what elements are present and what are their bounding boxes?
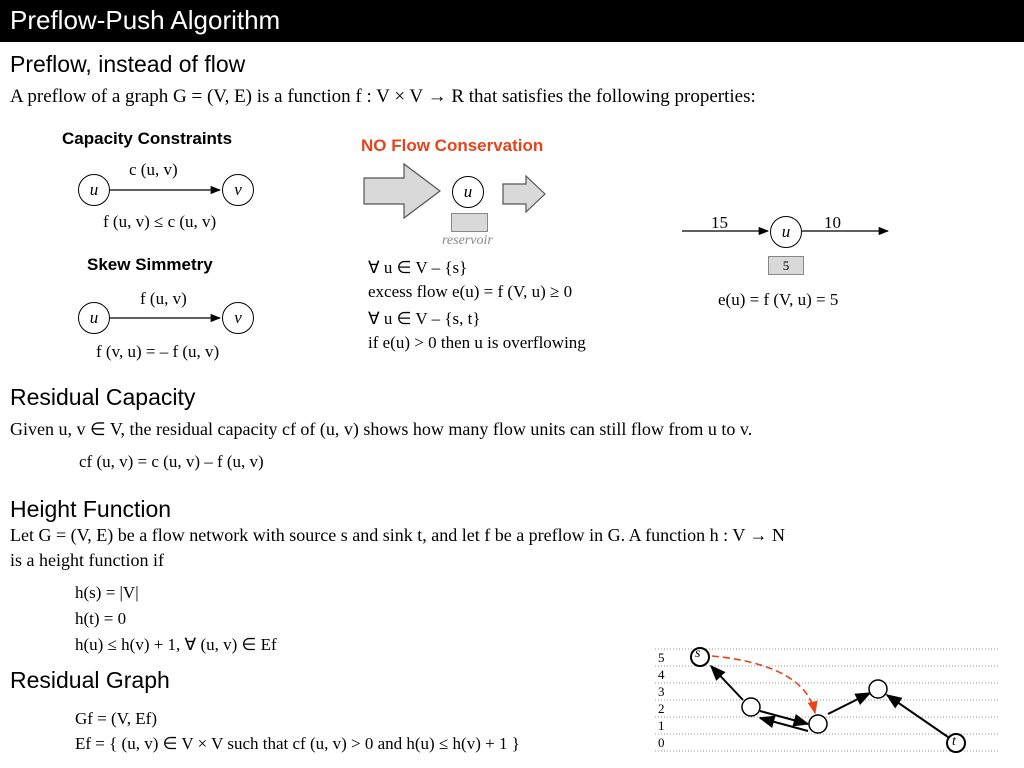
node-t bbox=[947, 734, 965, 752]
example-in-flow: 15 bbox=[711, 213, 728, 232]
skew-formula: f (v, u) = – f (u, v) bbox=[96, 342, 220, 361]
capacity-node-u: u bbox=[78, 174, 110, 206]
height-cond2: h(t) = 0 bbox=[75, 609, 127, 628]
example-formula: e(u) = f (V, u) = 5 bbox=[718, 290, 839, 309]
skew-heading: Skew Simmetry bbox=[87, 255, 213, 274]
source-label: s bbox=[695, 646, 701, 661]
sink-label: t bbox=[952, 734, 956, 749]
example-node-u: u bbox=[770, 216, 802, 248]
residual-capacity-formula: cf (u, v) = c (u, v) – f (u, v) bbox=[79, 452, 264, 471]
edge-a-b bbox=[760, 711, 808, 724]
skew-node-u: u bbox=[78, 302, 110, 334]
conservation-heading: NO Flow Conservation bbox=[361, 136, 544, 155]
skew-node-v: v bbox=[222, 302, 254, 334]
node-b bbox=[809, 715, 827, 733]
slide-title: Preflow-Push Algorithm bbox=[10, 5, 281, 35]
height-cond3: h(u) ≤ h(v) + 1, ∀ (u, v) ∈ Ef bbox=[75, 635, 277, 654]
residual-capacity-text: Given u, v ∈ V, the residual capacity cf of (u, v) shows how many flow units can still flow from u to v. bbox=[10, 419, 753, 439]
level-label-1: 1 bbox=[658, 718, 665, 733]
example-out-flow: 10 bbox=[824, 213, 841, 232]
node-a bbox=[742, 698, 760, 716]
outflow-block-arrow bbox=[503, 176, 545, 212]
inflow-block-arrow bbox=[364, 164, 440, 218]
conservation-line1: ∀ u ∈ V – {s} bbox=[368, 258, 468, 277]
conservation-line4: if e(u) > 0 then u is overflowing bbox=[368, 333, 586, 352]
residual-graph-line1: Gf = (V, Ef) bbox=[75, 709, 157, 728]
level-label-5: 5 bbox=[658, 650, 665, 665]
level-label-3: 3 bbox=[658, 684, 665, 699]
residual-graph-heading: Residual Graph bbox=[10, 667, 170, 693]
edge-b-c bbox=[828, 693, 870, 714]
height-text2: is a height function if bbox=[10, 550, 164, 570]
capacity-heading: Capacity Constraints bbox=[62, 129, 233, 148]
preflow-definition: A preflow of a graph G = (V, E) is a function f : V × V → R that satisfies the following properties: bbox=[10, 86, 756, 107]
edge-b-a bbox=[760, 718, 808, 731]
preflow-heading: Preflow, instead of flow bbox=[10, 51, 246, 77]
capacity-node-v: v bbox=[222, 174, 254, 206]
height-text1: Let G = (V, E) be a flow network with source s and sink t, and let f be a preflow in G. A function h : V → N bbox=[10, 525, 786, 545]
conservation-node-u: u bbox=[452, 176, 484, 208]
example-reservoir: 5 bbox=[768, 256, 804, 275]
level-label-0: 0 bbox=[658, 735, 665, 750]
conservation-line3: ∀ u ∈ V – {s, t} bbox=[368, 309, 481, 328]
residual-graph-line2: Ef = { (u, v) ∈ V × V such that cf (u, v) > 0 and h(u) ≤ h(v) + 1 } bbox=[75, 734, 520, 753]
capacity-edge-label: c (u, v) bbox=[129, 160, 178, 179]
skew-edge-label: f (u, v) bbox=[140, 289, 187, 308]
level-label-2: 2 bbox=[658, 701, 665, 716]
residual-capacity-heading: Residual Capacity bbox=[10, 384, 196, 410]
node-c bbox=[869, 680, 887, 698]
capacity-formula: f (u, v) ≤ c (u, v) bbox=[103, 212, 217, 231]
height-cond1: h(s) = |V| bbox=[75, 583, 139, 602]
edge-t-c bbox=[887, 695, 948, 737]
level-label-4: 4 bbox=[658, 667, 665, 682]
conservation-line2: excess flow e(u) = f (V, u) ≥ 0 bbox=[368, 282, 573, 301]
reservoir-label: reservoir bbox=[442, 233, 493, 248]
height-heading: Height Function bbox=[10, 496, 172, 522]
